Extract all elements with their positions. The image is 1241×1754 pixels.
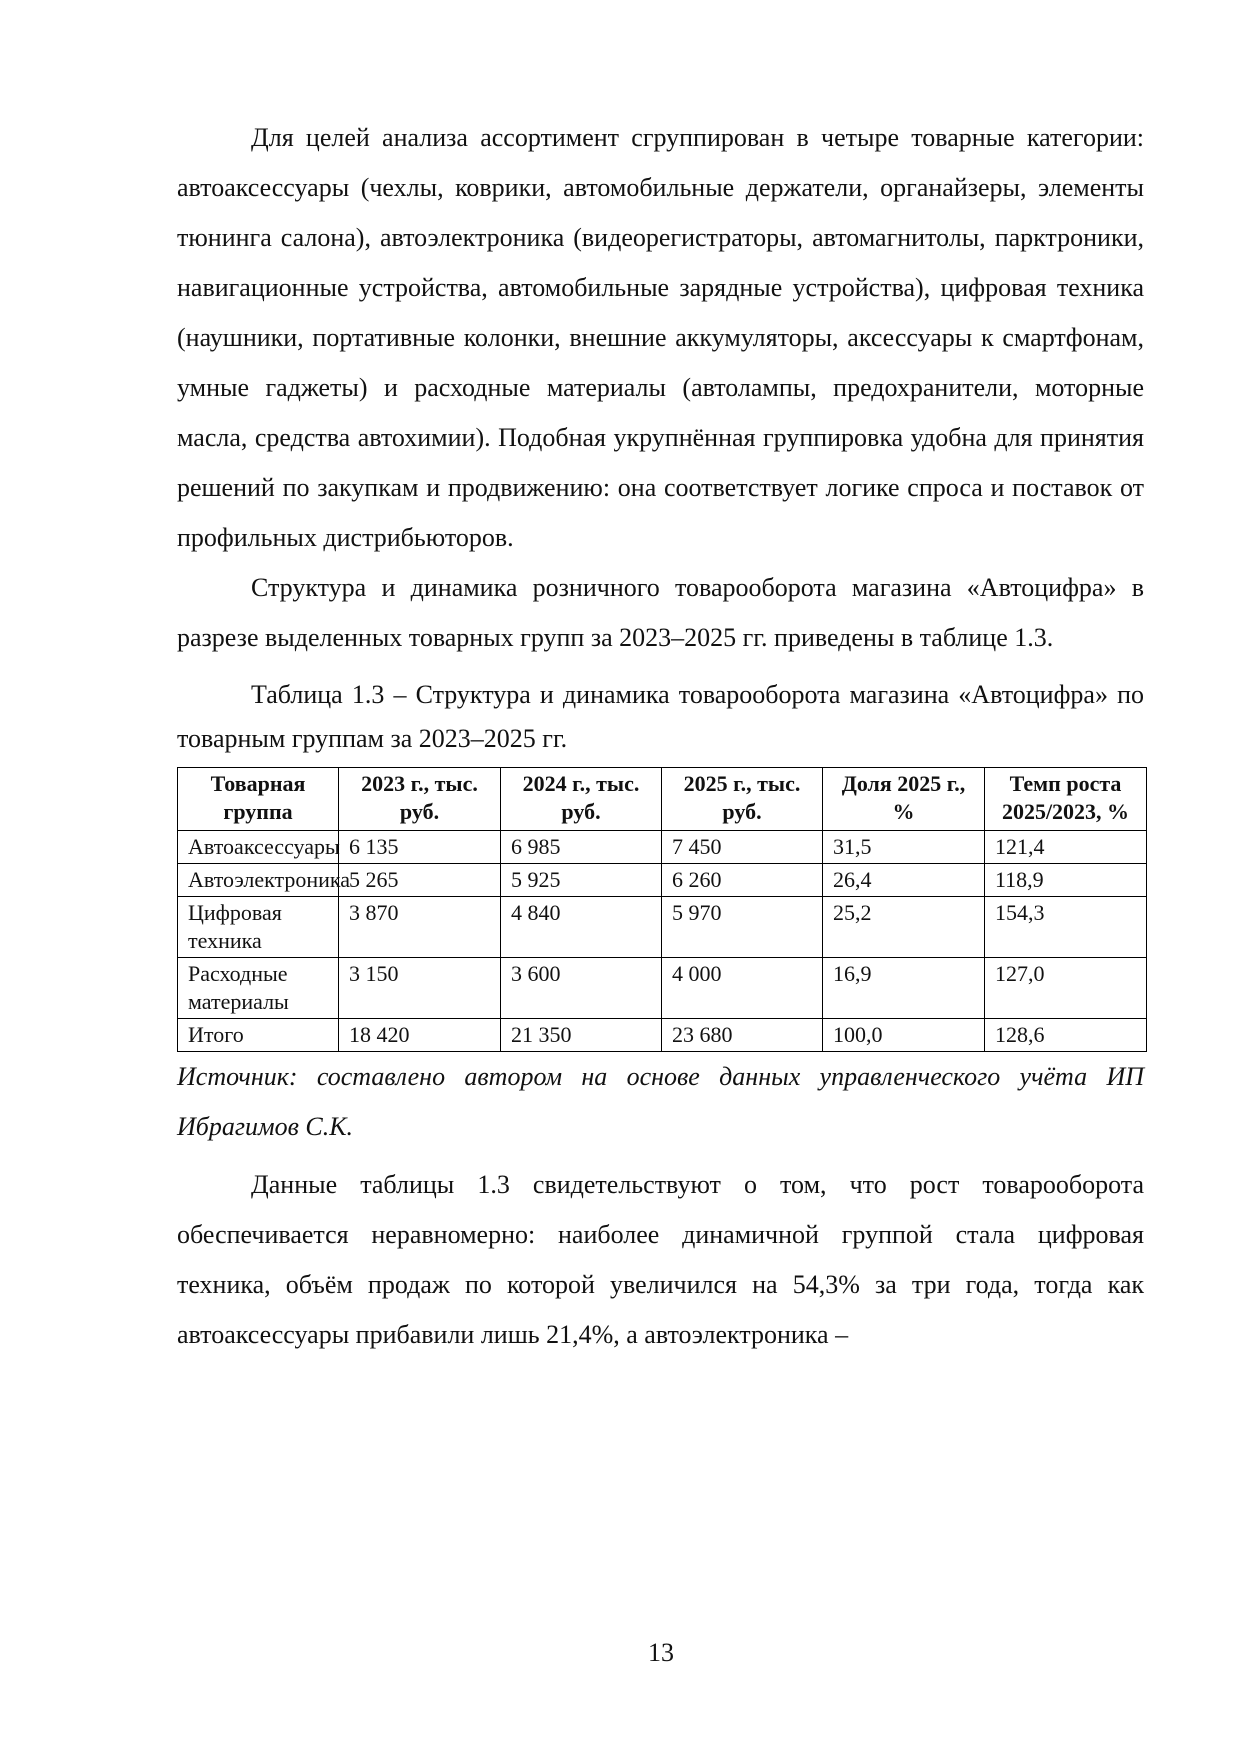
paragraph-table-analysis: Данные таблицы 1.3 свидетельствуют о том, что рост товарооборота обеспечивается неравномерно: наиболее динамичной группой стала цифровая техника, объём продаж по которой увеличился на 54,3% за три года, тогда как автоаксессуары прибавили лишь 21,4%, а автоэлектроника – [177,1170,1144,1349]
cell-group: Итого [178,1019,339,1052]
header-2024: 2024 г., тыс. руб. [501,768,662,831]
cell-share: 26,4 [823,864,985,897]
cell-2024: 6 985 [501,831,662,864]
cell-2025: 4 000 [662,958,823,1019]
cell-2023: 3 150 [339,958,501,1019]
cell-group: Автоаксессуары [178,831,339,864]
paragraph-assortment-groups: Для целей анализа ассортимент сгруппирован в четыре товарные категории: автоаксессуары (чехлы, коврики, автомобильные держатели, органайзеры, элементы тюнинга салона), автоэлектроника (видеорегистраторы, автомагнитолы, парктроники, навигационные устройства, автомобильные зарядные устройства), цифровая техника (наушники, портативные колонки, внешние аккумуляторы, аксессуары к смартфонам, умные гаджеты) и расходные материалы (автолампы, предохранители, моторные масла, средства автохимии). Подобная укрупнённая группировка удобна для принятия решений по закупкам и продвижению: она соответствует логике спроса и поставок от профильных дистрибьюторов. [177,123,1144,552]
table-caption: Таблица 1.3 – Структура и динамика товарооборота магазина «Автоцифра» по товарным группам за 2023–2025 гг. [177,680,1144,753]
table-row [178,958,1147,1019]
cell-share: 25,2 [823,897,985,958]
cell-growth: 121,4 [985,831,1147,864]
cell-2025: 5 970 [662,897,823,958]
table-row [178,864,1147,897]
cell-share: 100,0 [823,1019,985,1052]
cell-group: Цифровая техника [178,897,339,958]
header-2023: 2023 г., тыс. руб. [339,768,501,831]
cell-2023: 6 135 [339,831,501,864]
table-row [178,897,1147,958]
header-share-2025: Доля 2025 г., % [823,768,985,831]
cell-2023: 18 420 [339,1019,501,1052]
header-2025: 2025 г., тыс. руб. [662,768,823,831]
header-group: Товарная группа [178,768,339,831]
cell-group: Расходные материалы [178,958,339,1019]
cell-2025: 7 450 [662,831,823,864]
cell-growth: 118,9 [985,864,1147,897]
paragraph-table-intro: Структура и динамика розничного товарооборота магазина «Автоцифра» в разрезе выделенных товарных групп за 2023–2025 гг. приведены в таблице 1.3. [177,573,1144,652]
document-page [177,113,1144,1360]
table-header-row [178,768,1147,831]
cell-2023: 3 870 [339,897,501,958]
header-growth-rate: Темп роста 2025/2023, % [985,768,1147,831]
cell-2024: 3 600 [501,958,662,1019]
cell-2024: 5 925 [501,864,662,897]
cell-2024: 21 350 [501,1019,662,1052]
cell-share: 31,5 [823,831,985,864]
cell-2025: 23 680 [662,1019,823,1052]
cell-2025: 6 260 [662,864,823,897]
cell-growth: 128,6 [985,1019,1147,1052]
turnover-table [177,767,1147,1052]
cell-share: 16,9 [823,958,985,1019]
page-number: 13 [648,1638,674,1667]
table-row [178,831,1147,864]
cell-2023: 5 265 [339,864,501,897]
cell-2024: 4 840 [501,897,662,958]
cell-group: Автоэлектроника [178,864,339,897]
table-total-row [178,1019,1147,1052]
table-source-note: Источник: составлено автором на основе данных управленческого учёта ИП Ибрагимов С.К. [177,1062,1144,1141]
cell-growth: 127,0 [985,958,1147,1019]
cell-growth: 154,3 [985,897,1147,958]
